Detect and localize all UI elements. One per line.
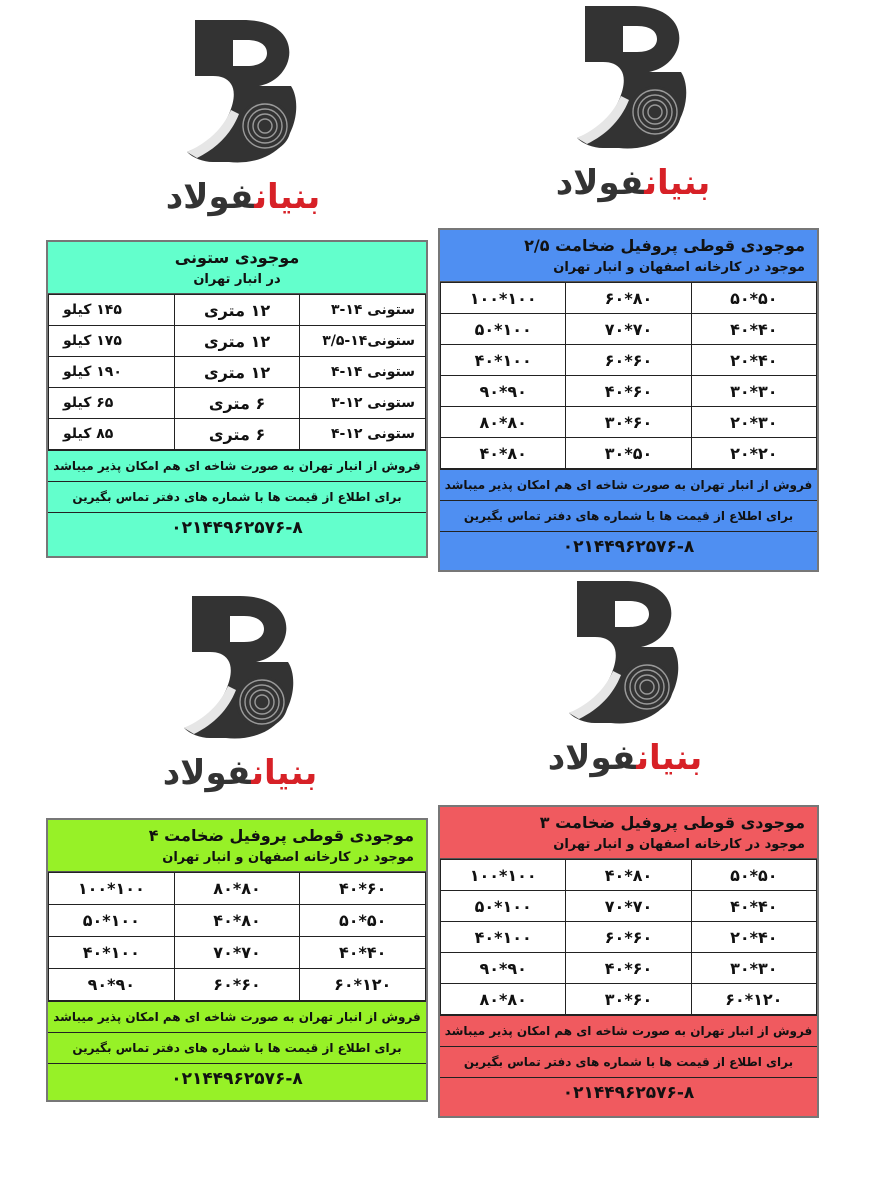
table-cell: ۱۰۰*۴۰	[441, 345, 566, 376]
card-title: موجودی قوطی پروفیل ضخامت ۳	[539, 813, 805, 832]
card-header	[440, 807, 817, 859]
table-row	[441, 314, 817, 345]
table-row	[49, 295, 426, 326]
table-cell: ۸۰*۴۰	[174, 905, 300, 937]
brand-logo	[530, 575, 720, 780]
table-cell: ۷۰*۷۰	[566, 314, 691, 345]
table-cell: ۴۰*۲۰	[691, 922, 816, 953]
table-cell: ۱۲ متری	[174, 295, 300, 326]
table-cell: ۸۰*۴۰	[566, 860, 691, 891]
profile-2-5-card	[438, 228, 819, 572]
price-note: برای اطلاع از قیمت ها با شماره های دفتر تماس بگیرین	[440, 1046, 817, 1077]
table-cell: ستونی ۱۲-۳	[300, 388, 426, 419]
table-row	[441, 376, 817, 407]
table-cell: ۱۲۰*۶۰	[300, 969, 426, 1001]
table-cell: ۱۲ متری	[174, 357, 300, 388]
table-cell: ۱۲۰*۶۰	[691, 984, 816, 1015]
brand-wordmark: بنیانفولاد	[555, 163, 711, 203]
phone-number[interactable]: ۰۲۱۴۴۹۶۲۵۷۶-۸	[440, 531, 817, 562]
table-cell: ۹۰*۹۰	[441, 376, 566, 407]
table-row	[49, 388, 426, 419]
table-row	[49, 873, 426, 905]
table-cell: ۱۰۰*۱۰۰	[441, 283, 566, 314]
phone-number[interactable]: ۰۲۱۴۴۹۶۲۵۷۶-۸	[440, 1077, 817, 1108]
table-cell: ۱۰۰*۵۰	[441, 891, 566, 922]
table-row	[49, 905, 426, 937]
table-cell: ۶۵ کیلو	[49, 388, 175, 419]
table-cell: ۸۵ کیلو	[49, 419, 175, 450]
table-cell: ۲۰*۲۰	[691, 438, 816, 469]
table-row	[441, 345, 817, 376]
profile-4-card	[46, 818, 428, 1102]
table-cell: ۱۴۵ کیلو	[49, 295, 175, 326]
brand-logo	[538, 0, 728, 205]
table-cell: ستونی۱۴-۳/۵	[300, 326, 426, 357]
table-cell: ۷۰*۷۰	[174, 937, 300, 969]
phone-number[interactable]: ۰۲۱۴۴۹۶۲۵۷۶-۸	[48, 1063, 426, 1094]
brand-wordmark: بنیانفولاد	[547, 738, 703, 778]
table-row	[49, 969, 426, 1001]
sales-note: فروش از انبار تهران به صورت شاخه ای هم امکان پذیر میباشد	[440, 1015, 817, 1046]
table-cell: ۳۰*۲۰	[691, 407, 816, 438]
inventory-table	[48, 294, 426, 450]
sales-note: فروش از انبار تهران به صورت شاخه ای هم امکان پذیر میباشد	[48, 450, 426, 481]
brand-logo	[145, 590, 335, 795]
inventory-table	[440, 282, 817, 469]
price-note: برای اطلاع از قیمت ها با شماره های دفتر تماس بگیرین	[48, 481, 426, 512]
brand-logo	[148, 14, 338, 219]
table-cell: ۶۰*۴۰	[566, 376, 691, 407]
sales-note: فروش از انبار تهران به صورت شاخه ای هم امکان پذیر میباشد	[48, 1001, 426, 1032]
card-header	[48, 242, 426, 294]
table-cell: ۵۰*۵۰	[691, 283, 816, 314]
table-cell: ۱۰۰*۴۰	[49, 937, 175, 969]
table-cell: ۹۰*۹۰	[49, 969, 175, 1001]
phone-number[interactable]: ۰۲۱۴۴۹۶۲۵۷۶-۸	[48, 512, 426, 543]
table-cell: ۱۷۵ کیلو	[49, 326, 175, 357]
table-row	[441, 438, 817, 469]
columns-inventory-card	[46, 240, 428, 558]
table-cell: ۱۰۰*۵۰	[441, 314, 566, 345]
table-row	[441, 891, 817, 922]
sales-note: فروش از انبار تهران به صورت شاخه ای هم امکان پذیر میباشد	[440, 469, 817, 500]
price-note: برای اطلاع از قیمت ها با شماره های دفتر تماس بگیرین	[48, 1032, 426, 1063]
card-header	[48, 820, 426, 872]
price-note: برای اطلاع از قیمت ها با شماره های دفتر تماس بگیرین	[440, 500, 817, 531]
table-cell: ۱۰۰*۴۰	[441, 922, 566, 953]
card-subtitle: موجود در کارخانه اصفهان و انبار تهران	[162, 850, 414, 865]
card-title: موجودی ستونی	[174, 248, 300, 267]
table-row	[49, 326, 426, 357]
table-cell: ۸۰*۶۰	[566, 283, 691, 314]
logo-mark-icon	[173, 14, 313, 174]
table-cell: ۴۰*۴۰	[691, 314, 816, 345]
table-row	[441, 283, 817, 314]
table-cell: ۵۰*۳۰	[566, 438, 691, 469]
table-cell: ستونی ۱۴-۳	[300, 295, 426, 326]
table-cell: ۸۰*۸۰	[174, 873, 300, 905]
table-cell: ۶۰*۴۰	[566, 953, 691, 984]
card-subtitle: موجود در کارخانه اصفهان و انبار تهران	[553, 837, 805, 852]
table-row	[441, 922, 817, 953]
table-cell: ستونی ۱۲-۴	[300, 419, 426, 450]
table-cell: ۶ متری	[174, 388, 300, 419]
logo-mark-icon	[555, 575, 695, 735]
table-cell: ۱۰۰*۵۰	[49, 905, 175, 937]
table-row	[49, 357, 426, 388]
brand-wordmark: بنیانفولاد	[162, 753, 318, 793]
table-cell: ۸۰*۸۰	[441, 407, 566, 438]
table-cell: ۳۰*۳۰	[691, 953, 816, 984]
table-row	[441, 407, 817, 438]
card-subtitle: در انبار تهران	[193, 272, 281, 287]
inventory-table	[440, 859, 817, 1015]
table-cell: ۴۰*۴۰	[300, 937, 426, 969]
logo-mark-icon	[170, 590, 310, 750]
card-title: موجودی قوطی پروفیل ضخامت ۴	[148, 826, 414, 845]
inventory-table	[48, 872, 426, 1001]
table-cell: ۱۲ متری	[174, 326, 300, 357]
brand-wordmark: بنیانفولاد	[165, 177, 321, 217]
table-cell: ۴۰*۲۰	[691, 345, 816, 376]
table-cell: ستونی ۱۴-۴	[300, 357, 426, 388]
table-cell: ۶۰*۶۰	[566, 345, 691, 376]
table-cell: ۶ متری	[174, 419, 300, 450]
table-cell: ۳۰*۳۰	[691, 376, 816, 407]
table-cell: ۱۰۰*۱۰۰	[441, 860, 566, 891]
table-row	[49, 419, 426, 450]
profile-3-card	[438, 805, 819, 1118]
table-cell: ۹۰*۹۰	[441, 953, 566, 984]
table-row	[441, 984, 817, 1015]
table-row	[441, 860, 817, 891]
card-subtitle: موجود در کارخانه اصفهان و انبار تهران	[553, 260, 805, 275]
table-cell: ۵۰*۵۰	[691, 860, 816, 891]
table-cell: ۶۰*۴۰	[300, 873, 426, 905]
table-cell: ۶۰*۳۰	[566, 984, 691, 1015]
table-cell: ۶۰*۶۰	[174, 969, 300, 1001]
card-header	[440, 230, 817, 282]
table-cell: ۸۰*۴۰	[441, 438, 566, 469]
table-row	[441, 953, 817, 984]
table-row	[49, 937, 426, 969]
table-cell: ۴۰*۴۰	[691, 891, 816, 922]
table-cell: ۷۰*۷۰	[566, 891, 691, 922]
table-cell: ۶۰*۶۰	[566, 922, 691, 953]
table-cell: ۸۰*۸۰	[441, 984, 566, 1015]
card-title: موجودی قوطی پروفیل ضخامت ۲/۵	[524, 236, 805, 255]
table-cell: ۶۰*۳۰	[566, 407, 691, 438]
table-cell: ۱۰۰*۱۰۰	[49, 873, 175, 905]
table-cell: ۱۹۰ کیلو	[49, 357, 175, 388]
table-cell: ۵۰*۵۰	[300, 905, 426, 937]
logo-mark-icon	[563, 0, 703, 160]
